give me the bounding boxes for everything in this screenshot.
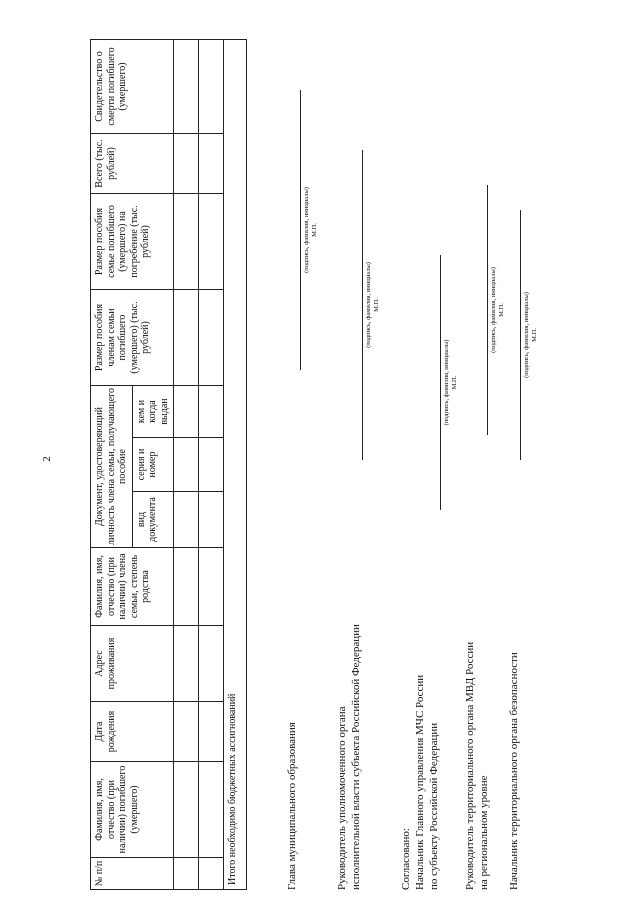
header-birth-date: Дата рождения xyxy=(91,702,174,762)
sign-mvd: Руководитель территориального органа МВД России на региональном уровне xyxy=(464,641,490,890)
signature-line xyxy=(362,150,363,460)
table-row xyxy=(199,40,224,890)
signature-caption: (подпись, фамилия, инициалы) М.П. xyxy=(303,187,318,273)
header-benefit-burial: Размер пособия семье погибшего (умершего) на погребение (тыс. рублей) xyxy=(91,194,174,290)
signature-line xyxy=(487,185,488,435)
rotated-form xyxy=(90,30,640,890)
signature-line xyxy=(300,90,301,370)
header-document-group: Документ, удостоверяющий личность члена семьи, получающего пособие xyxy=(91,386,133,548)
total-row xyxy=(224,40,247,890)
header-doc-series: серия и номер xyxy=(132,438,174,492)
header-num: № п/п xyxy=(91,858,174,890)
header-deceased-name: Фамилия, имя, отчество (при наличии) погибшего (умершего) xyxy=(91,762,174,858)
sign-head-municipal: Глава муниципального образования xyxy=(286,722,298,890)
header-benefit-family: Размер пособия членам семьи погибшего (умершего) (тыс. рублей) xyxy=(91,290,174,386)
header-doc-type: вид документа xyxy=(132,492,174,548)
signature-caption: (подпись, фамилия, инициалы) М.П. xyxy=(490,267,505,353)
header-death-cert: Свидетельство о смерти погибшего (умершего) xyxy=(91,40,174,134)
signature-line xyxy=(440,255,441,510)
sign-head-authority: Руководитель уполномоченного органа исполнительной власти субъекта Российской Федерации xyxy=(336,624,362,890)
victims-table xyxy=(90,39,247,890)
total-row-label: Итого необходимо бюджетных ассигнований xyxy=(224,40,247,890)
table-header-row xyxy=(91,40,133,890)
signature-caption: (подпись, фамилия, инициалы) М.П. xyxy=(443,339,458,426)
signature-caption: (подпись, фамилия, инициалы) М.П. xyxy=(365,262,380,348)
header-member-name: Фамилия, имя, отчество (при наличии) члена семьи, степень родства xyxy=(91,548,174,626)
table-row xyxy=(174,40,199,890)
signature-caption: (подпись, фамилия, инициалы) М.П. xyxy=(523,292,538,378)
header-total: Всего (тыс. рублей) xyxy=(91,134,174,194)
header-address: Адрес проживания xyxy=(91,626,174,702)
sign-mchs: Согласовано: Начальник Главного управления МЧС России по субъекту Российской Федерации xyxy=(400,674,440,890)
sign-security: Начальник территориального органа безопасности xyxy=(508,652,520,890)
page-number: 2 xyxy=(40,456,53,462)
header-doc-issued: кем и когда выдан xyxy=(132,386,174,438)
signature-line xyxy=(520,210,521,460)
